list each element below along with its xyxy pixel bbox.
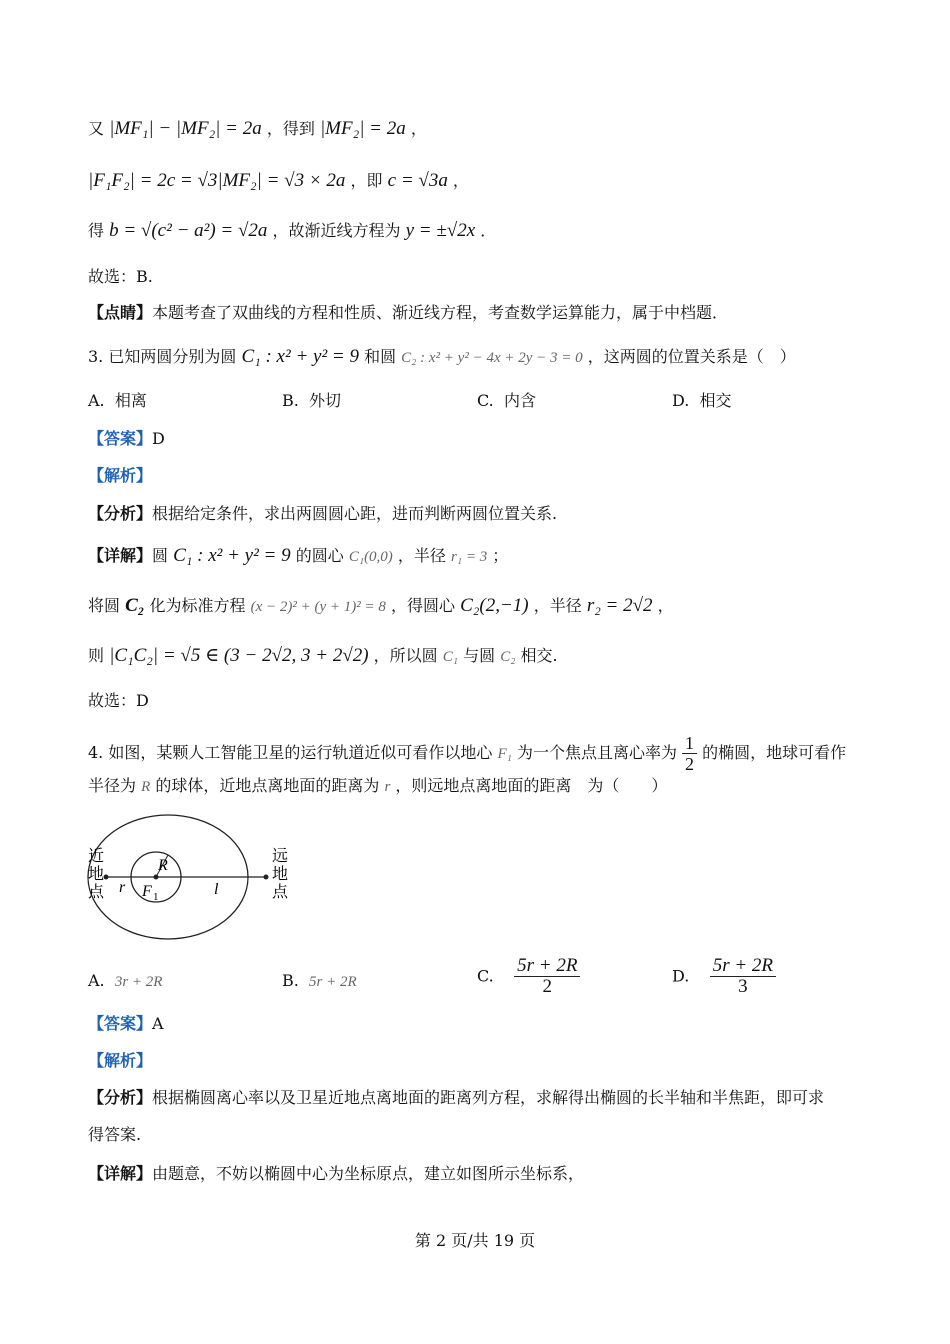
math-formula: r xyxy=(384,779,391,795)
jiexi-line xyxy=(88,465,152,487)
q4-option-d: D. $\frac{5r + 2R}{3}$ xyxy=(672,956,776,997)
jiexi-tag: 【解析】 xyxy=(88,1051,153,1070)
q4-fenxi-line xyxy=(88,1087,824,1109)
near-label-1: 近 xyxy=(88,848,105,865)
fraction: $\frac{5r + 2R}{3}$ xyxy=(710,956,776,997)
math-formula: R xyxy=(141,779,151,795)
focus-sub: 1 xyxy=(153,891,159,903)
math-formula: c = √3a xyxy=(387,170,448,191)
fenxi-tag: 【分析】 xyxy=(88,504,153,523)
math-formula: C₁ xyxy=(442,649,459,665)
page-footer: 第 2 页/共 19 页 xyxy=(414,1231,536,1250)
q4-option-c: C. $\frac{5r + 2R}{2}$ xyxy=(477,956,580,997)
math-formula: F₁ xyxy=(497,746,512,762)
math-formula: C₂ xyxy=(500,649,516,665)
math-formula: r₂ = 2√2 xyxy=(586,595,653,616)
option-c: C. 内含 xyxy=(477,391,536,410)
option-a: A. 相离 xyxy=(88,391,147,410)
distance-line: 则 |C₁C₂| = √5 ∈ (3 − 2√2, 3 + 2√2) ，所以圆 C₁ 与圆 C₂ 相交. xyxy=(88,645,558,666)
near-point-dot xyxy=(104,875,109,880)
text: ， xyxy=(452,171,469,190)
fraction: $\frac{1}{2}$ xyxy=(682,733,697,774)
radius-label: R xyxy=(158,857,168,874)
line-1 xyxy=(88,118,427,140)
section-tag: 【点睛】 xyxy=(88,303,153,322)
math-formula: |C₁C₂| = √5 ∈ (3 − 2√2, 3 + 2√2) xyxy=(109,645,369,666)
r-label: r xyxy=(119,879,126,896)
text: 又 xyxy=(88,119,105,138)
answer-tag: 【答案】 xyxy=(88,429,153,448)
l-label: l xyxy=(214,881,219,898)
text: 根据给定条件，求出两圆圆心距，进而判断两圆位置关系. xyxy=(152,504,558,523)
question-4-line-2: 半径为 R 的球体，近地点离地面的距离为 r ，则远地点离地面的距离 为（ ） xyxy=(88,776,668,795)
math-formula: |MF₁| − |MF₂| = 2a xyxy=(109,118,262,139)
math-formula: C₁ : x² + y² = 9 xyxy=(241,346,359,367)
math-formula: C₂ xyxy=(125,595,145,616)
text: ，得到 xyxy=(266,119,315,138)
jiexi-tag: 【解析】 xyxy=(88,466,153,485)
text: 由题意，不妨以椭圆中心为坐标原点，建立如图所示坐标系， xyxy=(152,1164,585,1183)
far-label-3: 点 xyxy=(272,884,289,901)
xiangjie-line: 【详解】圆 C₁ : x² + y² = 9 的圆心 C₁(0,0) ，半径 r₁ = 3 ； xyxy=(88,545,509,566)
q4-option-b: B. 5r + 2R xyxy=(282,971,357,990)
math-formula: |F₁F₂| = 2c = √3|MF₂| = √3 × 2a xyxy=(88,170,346,191)
xiangjie-tag: 【详解】 xyxy=(88,546,153,565)
math-formula: C₂(2,−1) xyxy=(460,595,529,616)
standard-form-line: 将圆 C₂ 化为标准方程 (x − 2)² + (y + 1)² = 8 ，得圆心 C₂(2,−1) ，半径 r₂ = 2√2 ， xyxy=(88,595,674,616)
q4-answer-line xyxy=(88,1013,164,1035)
text: 得 xyxy=(88,221,105,240)
math-formula: C₁(0,0) xyxy=(348,549,393,565)
far-label-1: 远 xyxy=(272,848,289,865)
far-label-2: 地 xyxy=(272,866,289,883)
q4-xiangjie-line xyxy=(88,1163,584,1185)
line-2 xyxy=(88,170,469,192)
text: ，故渐近线方程为 xyxy=(272,221,401,240)
text: ， xyxy=(410,119,427,138)
fenxi-line xyxy=(88,503,557,525)
math-formula: |MF₂| = 2a xyxy=(319,118,406,139)
answer-choice-line: 故选：B. xyxy=(88,267,153,286)
near-label-3: 点 xyxy=(88,884,105,901)
line-3 xyxy=(88,220,496,242)
math-formula: r₁ = 3 xyxy=(451,549,488,565)
answer-value: A xyxy=(152,1014,164,1033)
option-b: B. 外切 xyxy=(282,391,342,410)
answer-choice-line: 故选：D xyxy=(88,691,149,710)
question-3 xyxy=(88,346,796,369)
text: ，这两圆的位置关系是（ ） xyxy=(587,347,796,366)
text: ． xyxy=(480,221,497,240)
math-formula: C₁ : x² + y² = 9 xyxy=(173,545,291,566)
math-formula: 3r + 2R xyxy=(114,974,163,990)
text: 本题考查了双曲线的方程和性质、渐近线方程，考查数学运算能力，属于中档题． xyxy=(152,303,729,322)
fenxi-continuation: 得答案. xyxy=(88,1125,142,1144)
math-formula: b = √(c² − a²) = √2a xyxy=(109,220,268,241)
q4-jiexi-line xyxy=(88,1050,152,1072)
math-formula: 5r + 2R xyxy=(309,974,357,990)
math-formula: y = ±√2x xyxy=(405,220,476,241)
fraction: $\frac{5r + 2R}{2}$ xyxy=(514,956,580,997)
near-label-2: 地 xyxy=(88,866,105,883)
text: 根据椭圆离心率以及卫星近地点离地面的距离列方程，求解得出椭圆的长半轴和半焦距，即可求 xyxy=(152,1088,825,1107)
text: ，即 xyxy=(350,171,383,190)
dianjing-line xyxy=(88,302,728,324)
text: 3. 已知两圆分别为圆 xyxy=(88,347,237,366)
answer-value: D xyxy=(152,429,165,448)
text: 和圆 xyxy=(364,347,397,366)
question-4: 4. 如图，某颗人工智能卫星的运行轨道近似可看作以地心 F₁ 为一个焦点且离心率为 $\frac{1}{2}$ 的椭圆，地球可看作 xyxy=(88,733,847,774)
math-formula: (x − 2)² + (y + 1)² = 8 xyxy=(250,599,386,615)
answer-line xyxy=(88,428,165,450)
xiangjie-tag: 【详解】 xyxy=(88,1164,153,1183)
focus-label: F xyxy=(142,883,152,900)
fenxi-tag: 【分析】 xyxy=(88,1088,153,1107)
orbit-figure xyxy=(80,812,300,947)
math-formula: C₂ : x² + y² − 4x + 2y − 3 = 0 xyxy=(401,350,583,366)
answer-tag: 【答案】 xyxy=(88,1014,153,1033)
q4-option-a: A. 3r + 2R xyxy=(88,971,163,990)
option-d: D. 相交 xyxy=(672,391,732,410)
far-point-dot xyxy=(264,875,269,880)
